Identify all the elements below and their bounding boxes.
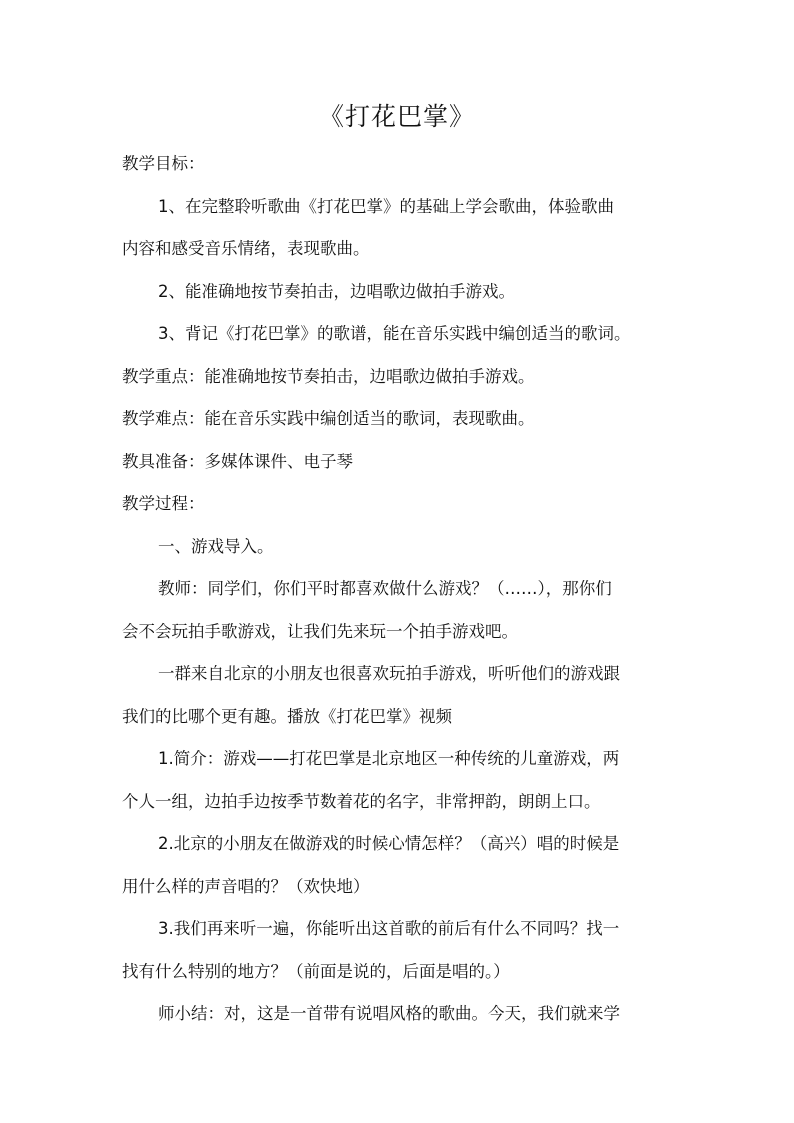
text-line: 1、在完整聆听歌曲《打花巴掌》的基础上学会歌曲，体验歌曲 (158, 196, 614, 216)
text-line: 个人一组，边拍手边按季节数着花的名字，非常押韵，朗朗上口。 (122, 791, 601, 811)
text-line: 教师：同学们，你们平时都喜欢做什么游戏？（……），那你们 (158, 579, 612, 598)
text-line: 3.我们再来听一遍，你能听出这首歌的前后有什么不同吗？找一 (158, 919, 620, 938)
text-line: 一群来自北京的小朋友也很喜欢玩拍手游戏，听听他们的游戏跟 (158, 664, 620, 683)
text-line: 找有什么特别的地方？（前面是说的，后面是唱的。） (122, 961, 510, 981)
text-line: 内容和感受音乐情绪，表现歌曲。 (122, 239, 370, 258)
text-line: 我们的比哪个更有趣。播放《打花巴掌》视频 (122, 706, 452, 726)
text-line: 会不会玩拍手歌游戏，让我们先来玩一个拍手游戏吧。 (122, 621, 518, 641)
text-line: 教学目标： (122, 154, 205, 173)
document-title: 《打花巴掌》 (318, 102, 475, 131)
text-line: 一、游戏导入。 (158, 536, 274, 556)
text-line: 教学过程： (122, 494, 205, 513)
text-line: 教具准备：多媒体课件、电子琴 (122, 451, 353, 471)
text-line: 1.简介：游戏——打花巴掌是北京地区一种传统的儿童游戏，两 (158, 749, 620, 768)
text-line: 2.北京的小朋友在做游戏的时候心情怎样？（高兴）唱的时候是 (158, 834, 620, 853)
text-line: 用什么样的声音唱的？（欢快地） (122, 876, 370, 896)
text-line: 教学难点：能在音乐实践中编创适当的歌词，表现歌曲。 (122, 409, 535, 428)
text-line: 师小结：对，这是一首带有说唱风格的歌曲。今天，我们就来学 (158, 1004, 620, 1023)
text-line: 3、背记《打花巴掌》的歌谱，能在音乐实践中编创适当的歌词。 (158, 324, 631, 343)
text-line: 教学重点：能准确地按节奏拍击，边唱歌边做拍手游戏。 (122, 366, 535, 386)
text-line: 2、能准确地按节奏拍击，边唱歌边做拍手游戏。 (158, 281, 515, 301)
document-body (122, 143, 678, 1036)
